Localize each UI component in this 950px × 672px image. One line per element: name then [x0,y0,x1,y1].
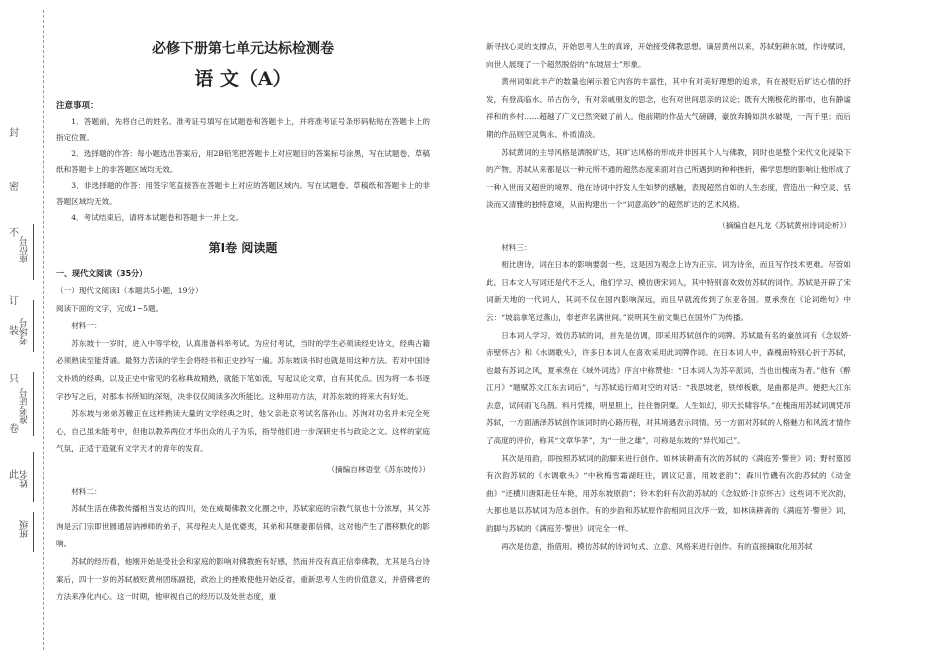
section-heading: 一、现代文阅读（35分） [56,269,148,278]
note-item: 1．答题前，先将自己的姓名、准考证号填写在试题卷和答题卡上，并将准考证号条形码粘贴在答题卡上的指定位置。 [56,117,430,142]
material-paragraph: 再次是仿意，指借用、模仿苏轼的诗词句式、立意、风格来进行创作。有的直接摘取化用苏轼 [501,541,813,551]
reading-instruction: 阅读下面的文字，完成1~5题。 [56,303,164,313]
notes-heading: 注意事项： [56,101,99,111]
material-source: （摘编自林语堂《苏东坡传》） [327,464,430,474]
left-column [56,0,430,606]
material-paragraph: 苏东坡十一岁时，进入中等学校，认真准备科举考试。为应付考试，当时的学生必须读经史诗文，经典古籍必须熟读至能背诵。最努力苦读的学生会将经书和正史抄写一遍。苏东坡读书时也就是用这种方法。若对中国诗文朴质的经典，以及正史中常见的名称典故精熟，就能下笔如流，写起议论文章，自有其优点。因为将一本书逐字抄写之后，对那本书所知的深刻，决非仅仅阅读多次所能比。这种用功方法，对苏东坡的将来大有好处。 [56,338,430,401]
binding-char: 封 [9,128,19,139]
binding-char: 不 [9,228,19,239]
note-item: 2．选择题的作答：每小题选出答案后，用2B铅笔把答题卡上对应题目的答案标号涂黑，写在试题卷、草稿纸和答题卡上的非答题区域均无效。 [56,149,430,174]
exam-label: 考场号 [20,318,30,345]
seat-label: 座位号 [20,236,30,263]
material-label: 材料三： [501,242,532,252]
page-subtitle: 语 文（A） [194,68,292,90]
name-underline [33,452,34,502]
material-paragraph: 苏轼的经历看，他刚开始是受社会和家庭的影响对佛教抱有好感，然而并没有真正信奉佛教，尤其是乌台诗案后，四十一岁的苏轼被贬黄州团练副使，政治上的挫败使他开始反省，重新思考人生的价值意义，并借佛老的方法来净化内心。这一时期，他审视自己的经历以及处世态度，重 [56,556,430,602]
binding-char: 装 [9,326,19,337]
page-title: 必修下册第七单元达标检测卷 [152,41,334,57]
material-paragraph: 相比唐诗，词在日本的影响要弱一些，这是因为观念上诗为正宗、词为诗余，而且写作技术更难。尽管如此，日本文人写词还是代不乏人，他们学习、模仿唐宋词人，其中特别喜欢效仿苏轼的词作。苏轼是开辟了宋词新天地的一代词人，其词不仅在国内影响深远，而且早就流传到了东亚各国。夏承焘在《论词绝句》中云：“坡翁拿笔过燕山，奉老声名满世间。”说明其生前文集已在国外广为传播。 [486,260,851,322]
material-paragraph: 其次是用韵，即按照苏轼词的韵脚来进行创作。如林读耕斋有次的苏轼的《满庭芳·警世》词；野村篁园有次韵苏轼的《水调歌头》“中秋梅雪霜湖旺往，调议记喜，用坡老韵”；森川竹磯有次韵苏轼的《动金曲》“还横川唐阳赴任车艳，用苏东坡原韵”；铃木豹轩有次韵苏轼的《念奴娇·汴京怀古》这些词不光次韵，大都也是以苏轼词为范本创作。有的步韵和苏轼原作韵相同且次序一致，如林读耕斋的《满庭芳·警世》词，韵脚与苏轼的《满庭芳·警世》词完全一样。 [486,453,851,534]
material-paragraph: 新寻找心灵的支撑点，开始思考人生的真谛，开始接受佛教思想。谪居黄州以来，苏轼躬耕东坡，作诗赋词，向世人展现了一个超然脱俗的“东坡居士”形象。 [486,42,851,69]
subsection-heading: （一）现代文阅读Ⅰ（本题共5小题，19分） [56,286,203,295]
material-source: （摘编自赵凡龙《苏轼黄州诗词论析》） [718,220,851,230]
binding-char: 密 [9,182,19,193]
material-paragraph: 苏轼生活在佛教传播相当发达的四川，处在威蜀佛教文化圈之中，苏轼家庭的宗教气氛也十分浓厚，其父苏洵是云门宗即世圆通居讷禅师的弟子，其母程夫人是优婆夷，其弟和其继妻都信佛，这对他产生了潜移默化的影响。 [56,504,430,549]
class-label: 班级 [20,520,30,538]
material-label: 材料一： [71,321,102,331]
binding-char: 此 [9,470,19,481]
name-label: 姓名 [20,470,30,488]
material-paragraph: 日本词人学习、效仿苏轼的词，首先是仿调，即采用苏轼创作的词牌。苏轼最有名的豪放词有《念奴娇·赤壁怀古》和《水调歌头》，许多日本词人在喜欢采用此词牌作词。在日本词人中，森槐南特别心折于苏轼，也最有苏词之风，夏承焘在《域外词选》序言中称赞他：“日本词人为苏辛派词，当也出槐南为者。”他有《醉江月》“题赋苏文江东去词后”，与苏轼追行师对空的对话：“我思坡老，铁绰板歌，是曲都是声。便把大江东去意，试问雨飞乌鹊。料月凭楼，明星胆上，拄住鲁阴粟。人生如幻，卯天长啸容华。”在槐南用苏轼词调凭吊苏轼，一方面涵泽苏轼创作该词时的心路历程，对其境遇表示同情。另一方面对苏轼的人格魅力和风流才情作了高度的评价，称其“文章华茅”，为“一世之雄”，可称是东坡的“异代知己”。 [486,330,851,446]
part-title: 第Ⅰ卷 阅读题 [208,241,278,255]
note-item: 3．非选择题的作答：用签字笔直接答在答题卡上对应的答题区域内。写在试题卷、草稿纸和答题卡上的非答题区域均无效。 [56,181,430,206]
material-paragraph: 苏东坡与弟弟苏辙正在这样熟读大量的文学经典之时，他父亲赴京考试名落孙山。苏洵对功名并未完全死心，自己虽未能考中，但他以教养两位才华出众的儿子为乐，指导他们进一步深研史书与政论之文。这样的家庭气氛，正适于造就有文学天才的青年的发育。 [56,409,430,454]
cut-line [43,10,44,650]
class-underline [33,512,34,552]
seat-underline [33,224,34,280]
binding-char: 订 [9,296,19,307]
admission-label: 准考证号 [20,388,30,424]
right-column [486,0,851,555]
note-item: 4．考试结束后，请将本试题卷和答题卡一并上交。 [71,213,244,222]
material-label: 材料二： [71,486,102,496]
binding-char: 只 [9,374,19,385]
admission-underline [33,372,34,436]
binding-char: 卷 [9,424,19,435]
material-paragraph: 苏轼黄词的主导风格是洒脱旷达，其旷达风格的形成并非因其个人与佛教，同时也是整个宋代文化浸染下的产物。苏轼从来都是以一种元所不通的超然态度来面对自己所遇到的种种挫折，佛学思想的影响让他形成了一种入世而又超世的境界。他在诗词中抒发人生如梦的感触，表现超然自如的人生态度，营造出一种空灵、恬淡而又清雅的独特意境，从而构建出一个“词意高妙”的超然旷达的艺术风格。 [486,147,851,210]
binding-margin [0,0,60,672]
material-paragraph: 黄州词如此丰产的数量也阐示着它内容的丰富性，其中有对美好理想的追求，有在被贬后旷达心情的抒发，有登高临水、吊古伤今，有对亲戚朋友的思念，也有对世间思亲的议论；既有大刚极花的都市，也有静谧祥和的乡村……超越了广义已然突破了前人。他前期的作品大气磅礴，豪放奔腾如洪水破堤，一泻千里；而后期的作品则空灵隽永、朴质清淡。 [486,77,851,139]
exam-underline [33,300,34,352]
